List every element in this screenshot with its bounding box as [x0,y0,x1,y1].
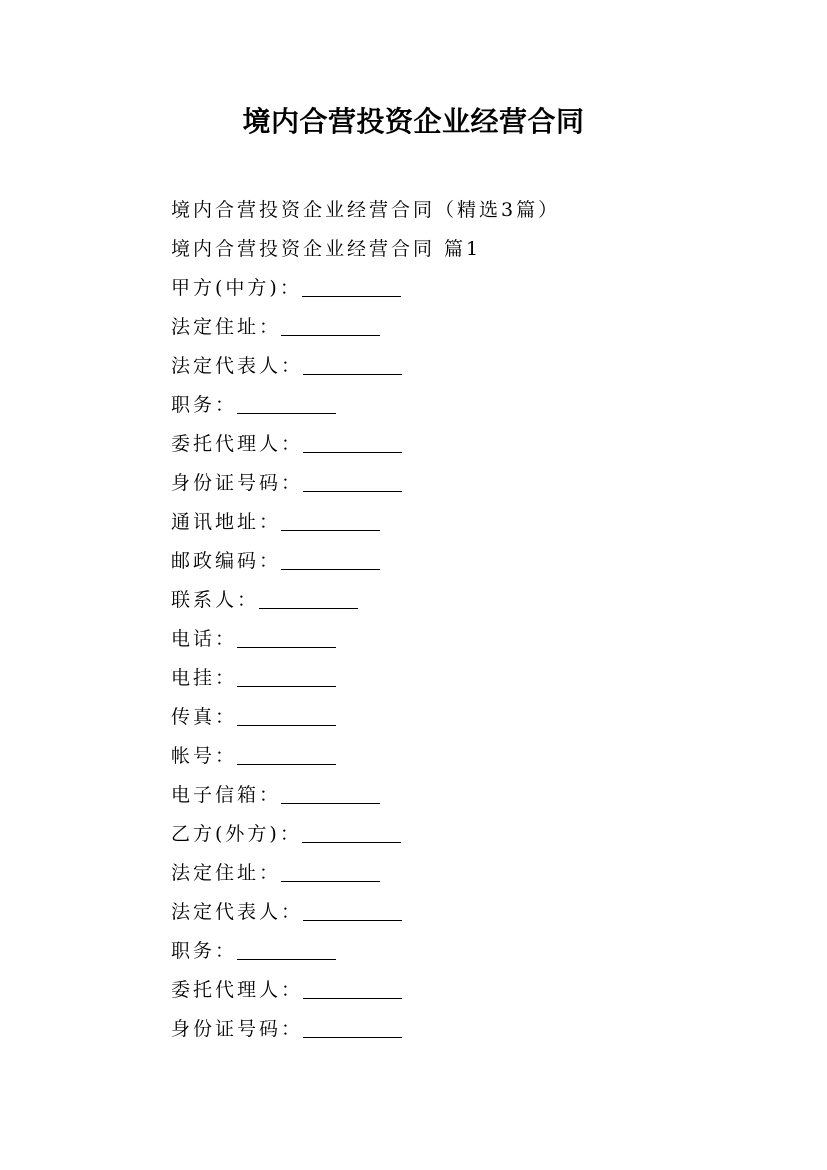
field-blank-line [303,1016,402,1038]
field-label: 法定代表人： [171,355,304,377]
form-field-row [171,934,771,973]
field-label: 法定住址： [171,862,282,884]
form-field-row [171,544,771,583]
field-label: 身份证号码： [171,1018,304,1040]
form-field-row [171,271,771,310]
field-label: 电子信箱： [171,784,282,806]
subtitle-text: 境内合营投资企业经营合同（精选3篇） [171,199,561,221]
field-label: 身份证号码： [171,472,304,494]
section-heading [171,232,771,271]
field-label: 乙方(外方)： [171,823,302,845]
form-field-row [171,622,771,661]
form-field-row [171,505,771,544]
field-blank-line [303,353,402,375]
section-heading-text: 境内合营投资企业经营合同 篇1 [171,238,482,260]
field-blank-line [302,821,401,843]
field-label: 法定代表人： [171,901,304,923]
field-blank-line [237,938,336,960]
field-label: 职务： [171,940,238,962]
form-field-row [171,349,771,388]
field-blank-line [259,587,358,609]
form-field-row [171,739,771,778]
form-field-row [171,310,771,349]
field-blank-line [303,977,402,999]
form-field-row [171,895,771,934]
document-body [171,193,771,1051]
field-blank-line [237,392,336,414]
form-field-row [171,973,771,1012]
field-blank-line [237,626,336,648]
field-label: 电话： [171,628,238,650]
field-blank-line [237,743,336,765]
field-label: 联系人： [171,589,260,611]
field-label: 法定住址： [171,316,282,338]
form-field-row [171,700,771,739]
form-field-row [171,856,771,895]
form-fields [171,271,771,1051]
form-field-row [171,466,771,505]
form-field-row [171,817,771,856]
field-label: 帐号： [171,745,238,767]
field-label: 邮政编码： [171,550,282,572]
field-blank-line [303,899,402,921]
field-label: 通讯地址： [171,511,282,533]
field-label: 传真： [171,706,238,728]
field-blank-line [281,548,380,570]
field-label: 委托代理人： [171,433,304,455]
form-field-row [171,778,771,817]
field-blank-line [281,782,380,804]
field-label: 职务： [171,394,238,416]
field-label: 电挂： [171,667,238,689]
form-field-row [171,1012,771,1051]
field-blank-line [281,509,380,531]
form-field-row [171,661,771,700]
field-label: 甲方(中方)： [171,277,302,299]
document-title: 境内合营投资企业经营合同 [242,105,585,138]
form-field-row [171,388,771,427]
form-field-row [171,583,771,622]
form-field-row [171,427,771,466]
field-blank-line [237,665,336,687]
field-blank-line [281,860,380,882]
field-blank-line [237,704,336,726]
field-blank-line [281,314,380,336]
field-blank-line [303,470,402,492]
field-blank-line [303,431,402,453]
field-label: 委托代理人： [171,979,304,1001]
field-blank-line [302,275,401,297]
document-subtitle [171,193,771,232]
